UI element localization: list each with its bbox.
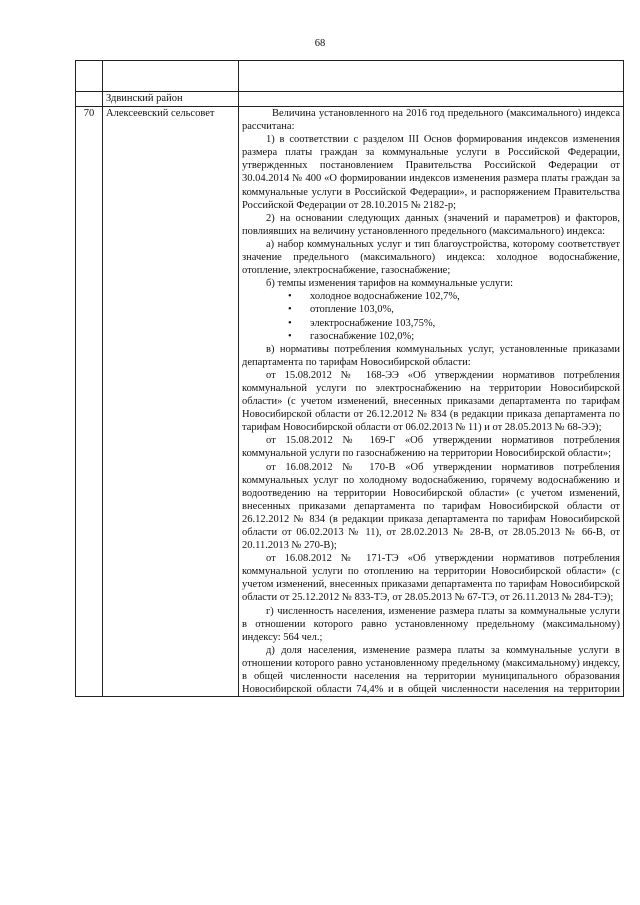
empty-cell <box>103 61 239 92</box>
paragraph-legal-basis: 1) в соответствии с разделом III Основ формирования индексов изменения размера платы граждан за коммунальные услуги в Российской Федерации, утвержденных постановлением Правительства Российской Федерации от 30.04.2014 № 400 «О формировании индексов изменения размера платы граждан за коммунальные услуги в Российской Федерации», и распоряжением Правительства Российской Федерации от 28.10.2015 № 2182-р; <box>242 134 620 211</box>
paragraph-tariff-rates: б) темпы изменения тарифов на коммунальные услуги: <box>266 278 514 290</box>
tariff-rate-list <box>242 290 620 342</box>
paragraph-population: г) численность населения, изменение размера платы за коммунальные услуги в отношении которого равно установленному предельному (максимальному) индексу: 564 чел.; <box>242 605 620 643</box>
paragraph-population-share: д) доля населения, изменение размера платы за коммунальные услуги в отношении которого равно установленному предельному (максимальному) индексу, в общей численности населения на территории муниципального образования Новосибирской области 74,4% и в общей численности населения на территории <box>242 644 620 696</box>
header-row <box>76 61 624 92</box>
paragraph-intro: Величина установленного на 2016 год предельного (максимального) индекса рассчитана: <box>242 108 620 133</box>
list-item: • электроснабжение 103,75%, <box>288 317 620 330</box>
row-number: 70 <box>76 107 103 697</box>
index-table <box>75 60 624 697</box>
list-item: • отопление 103,0%, <box>288 303 620 316</box>
table-row <box>76 107 624 697</box>
paragraph-factors: 2) на основании следующих данных (значений и параметров) и факторов, повлиявших на величину установленного предельного (максимального) индекса: <box>242 212 620 237</box>
paragraph-order-169: от 15.08.2012 № 169-Г «Об утверждении нормативов потребления коммунальной услуги по газоснабжению на территории Новосибирской области»; <box>242 435 620 460</box>
empty-cell <box>239 61 624 92</box>
empty-cell <box>239 92 624 107</box>
index-description <box>239 107 624 697</box>
paragraph-norms: в) нормативы потребления коммунальных услуг, установленные приказами департамента по тарифам Новосибирской области: <box>242 343 620 368</box>
paragraph-order-170: от 16.08.2012 № 170-В «Об утверждении нормативов потребления коммунальных услуг по холодному водоснабжению, горячему водоснабжению и водоотведению на территории Новосибирской области» (с учетом изменений, внесенных приказами департамента по тарифам Новосибирской области от 26.12.2012 № 834 (в редакции приказа департамента по тарифам Новосибирской области от 06.02.2013 № 11), от 28.02.2013 № 28-В, от 28.05.2013 № 66-В, от 20.11.2013 № 270-В); <box>242 461 620 552</box>
empty-cell <box>76 92 103 107</box>
district-name: Здвинский район <box>103 92 239 107</box>
district-row <box>76 92 624 107</box>
paragraph-order-171: от 16.08.2012 № 171-ТЭ «Об утверждении нормативов потребления коммунальной услуги по отоплению на территории Новосибирской области» (с учетом изменений, внесенных приказами департамента по тарифам Новосибирской области от 25.12.2012 № 833-ТЭ, от 28.05.2013 № 67-ТЭ, от 26.11.2013 № 284-ТЭ); <box>242 553 620 604</box>
paragraph-service-set: а) набор коммунальных услуг и тип благоустройства, которому соответствует значение предельного (максимального) индекса: холодное водоснабжение, отопление, электроснабжение, газоснабжение; <box>242 238 620 277</box>
paragraph-order-168: от 15.08.2012 № 168-ЭЭ «Об утверждении нормативов потребления коммунальной услуги по электроснабжению на территории Новосибирской области» (с учетом изменений, внесенных приказами департамента по тарифам Новосибирской области от 26.12.2012 № 834 (в редакции приказа департамента по тарифам Новосибирской области от 06.02.2013 № 11) и от 28.05.2013 № 68-ЭЭ); <box>242 369 620 434</box>
empty-cell <box>76 61 103 92</box>
list-item: • газоснабжение 102,0%; <box>288 330 620 343</box>
page-number: 68 <box>314 38 326 49</box>
list-item: • холодное водоснабжение 102,7%, <box>288 290 620 303</box>
municipality-name: Алексеевский сельсовет <box>103 107 239 697</box>
